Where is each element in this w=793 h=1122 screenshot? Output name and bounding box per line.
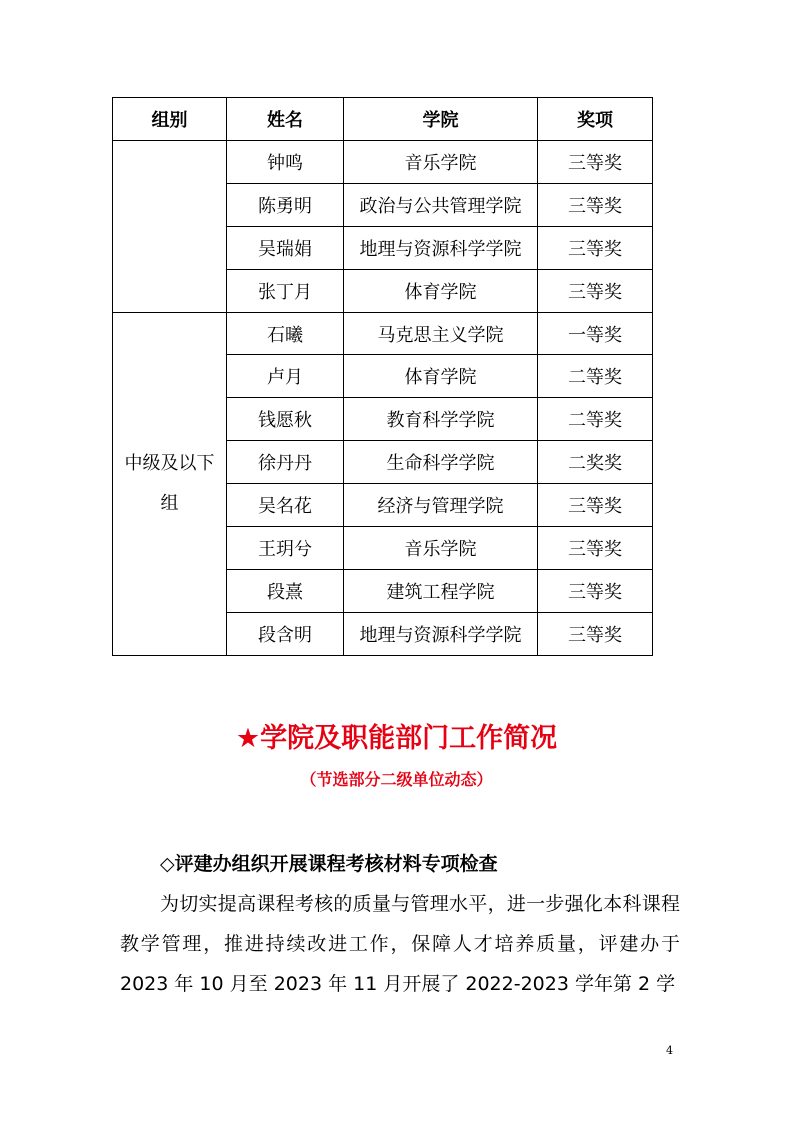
college-cell: 经济与管理学院 [344,484,538,527]
news-heading: ◇评建办组织开展课程考核材料专项检查 [160,853,498,875]
name-cell: 石曦 [227,312,344,355]
section-title: ★学院及职能部门工作简况 [235,723,558,754]
award-cell: 三等奖 [538,612,653,655]
award-cell: 三等奖 [538,183,653,226]
name-cell: 吴名花 [227,484,344,527]
name-cell: 王玥兮 [227,527,344,570]
header-name: 姓名 [227,98,344,141]
header-group: 组别 [113,98,227,141]
college-cell: 建筑工程学院 [344,569,538,612]
award-cell: 三等奖 [538,226,653,269]
table-row [113,312,653,355]
name-cell: 张丁月 [227,269,344,312]
college-cell: 政治与公共管理学院 [344,183,538,226]
college-cell: 音乐学院 [344,527,538,570]
name-cell: 钟鸣 [227,141,344,184]
college-cell: 地理与资源科学学院 [344,226,538,269]
award-cell: 三等奖 [538,484,653,527]
group-cell: 中级及以下 组 [113,312,227,655]
award-cell: 三等奖 [538,141,653,184]
header-award: 奖项 [538,98,653,141]
name-cell: 段含明 [227,612,344,655]
name-cell: 徐丹丹 [227,441,344,484]
awards-table [112,97,653,656]
college-cell: 马克思主义学院 [344,312,538,355]
award-cell: 三等奖 [538,269,653,312]
table-header-row [113,98,653,141]
award-cell: 二等奖 [538,355,653,398]
name-cell: 钱愿秋 [227,398,344,441]
group-cell [113,141,227,313]
college-cell: 体育学院 [344,355,538,398]
name-cell: 段熹 [227,569,344,612]
award-cell: 三等奖 [538,527,653,570]
award-cell: 一等奖 [538,312,653,355]
award-cell: 三等奖 [538,569,653,612]
college-cell: 音乐学院 [344,141,538,184]
header-college: 学院 [344,98,538,141]
college-cell: 体育学院 [344,269,538,312]
award-cell: 二奖奖 [538,441,653,484]
college-cell: 教育科学学院 [344,398,538,441]
college-cell: 地理与资源科学学院 [344,612,538,655]
news-body: 为切实提高课程考核的质量与管理水平，进一步强化本科课程教学管理，推进持续改进工作，保障人才培养质量，评建办于2023 年 10 月至 2023 年 11 月开展了 2022-2023 学年第 2 学 [120,893,680,995]
name-cell: 陈勇明 [227,183,344,226]
page-number: 4 [666,1044,673,1057]
section-subtitle: （节选部分二级单位动态） [300,770,493,789]
college-cell: 生命科学学院 [344,441,538,484]
name-cell: 卢月 [227,355,344,398]
name-cell: 吴瑞娟 [227,226,344,269]
award-cell: 二等奖 [538,398,653,441]
table-row [113,141,653,184]
